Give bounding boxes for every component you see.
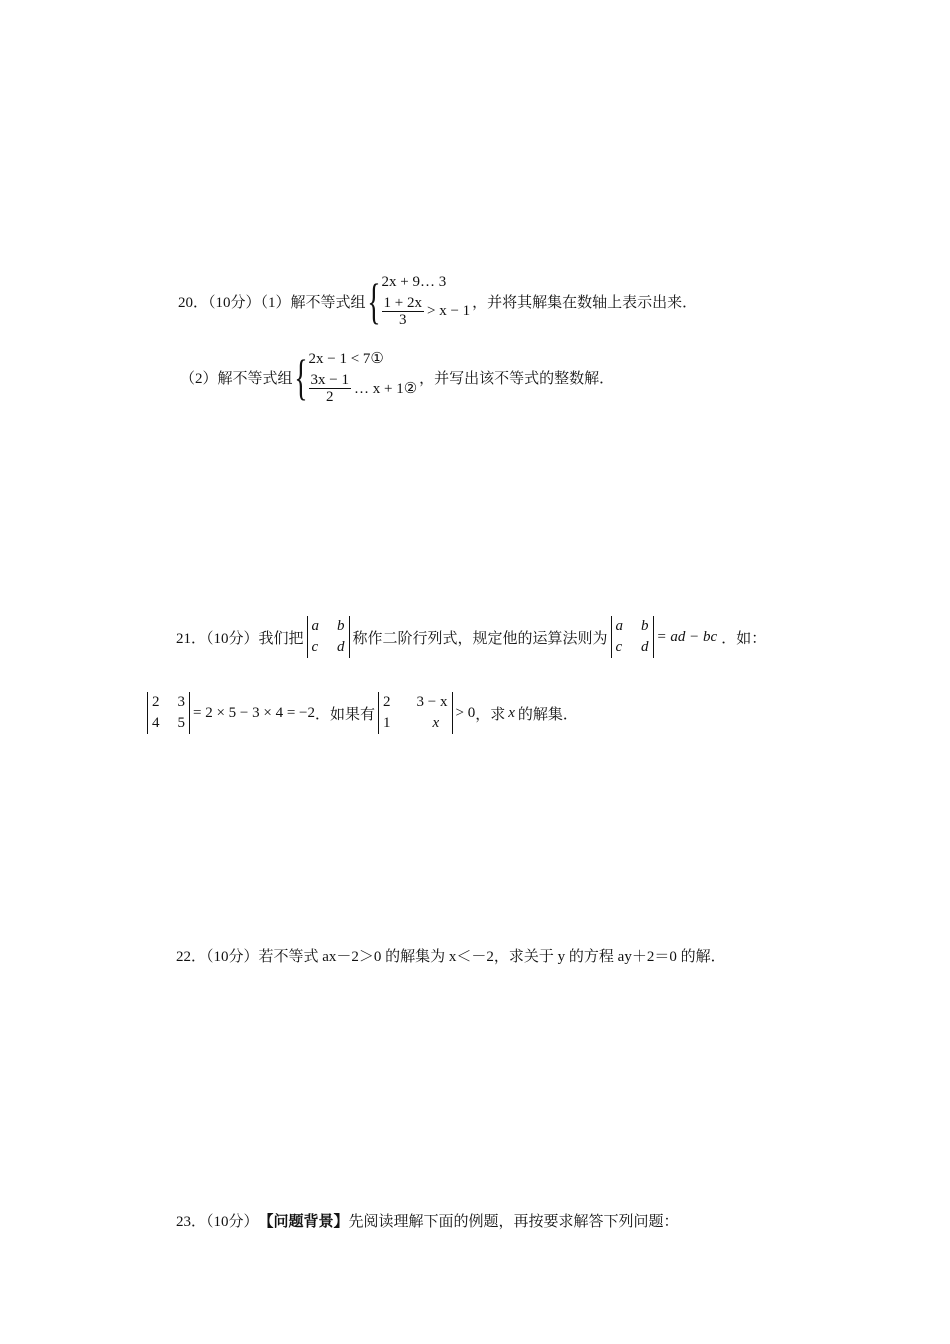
q21-tail: ．如：	[721, 630, 767, 647]
q21-ask: ，求	[475, 706, 506, 723]
sys2-frac-den: 2	[326, 389, 334, 405]
q21-var: x	[508, 704, 515, 721]
det-d: d	[337, 639, 345, 655]
q20-tail2: ，并写出该不等式的整数解．	[419, 370, 615, 387]
cond-c: 1	[383, 715, 391, 731]
q21-cond-label: ．如果有	[315, 706, 376, 723]
q21-mid: 称作二阶行列式，规定他的运算法则为	[352, 630, 608, 647]
q23-text: 先阅读理解下面的例题，再按要求解答下列问题：	[348, 1214, 679, 1230]
ex-c: 4	[152, 715, 160, 731]
sys2-fraction	[309, 372, 351, 406]
sys2-row2-rhs: … x + 1②	[353, 381, 418, 397]
sys1-frac-den: 3	[399, 312, 407, 328]
brace-icon: {	[293, 349, 308, 405]
q21-example-result: = 2 × 5 − 3 × 4 = −2	[193, 704, 316, 721]
q20-part2-label: （2）解不等式组	[180, 370, 293, 387]
rule-b: b	[641, 618, 649, 634]
cond-d: x	[432, 715, 440, 731]
cond-b: 3 − x	[416, 694, 448, 710]
sys1-row1: 2x + 9… 3	[381, 273, 447, 290]
q20-part1	[178, 268, 697, 334]
q23-bracket: 【问题背景】	[258, 1214, 349, 1230]
determinant-condition	[378, 692, 452, 734]
q20-part2	[180, 344, 614, 410]
ex-d: 5	[177, 715, 185, 731]
sys1-fraction	[382, 295, 424, 329]
inequality-system-2	[295, 349, 418, 406]
q21-line1	[176, 612, 766, 662]
q22-text: 22．（10分）若不等式 ax－2＞0 的解集为 x＜－2，求关于 y 的方程 ay＋2＝0 的解．	[176, 949, 726, 965]
cond-a: 2	[383, 694, 391, 710]
rule-d: d	[641, 639, 649, 655]
det-a: a	[311, 618, 320, 634]
rule-c: c	[615, 639, 623, 655]
q21-ask-tail: 的解集．	[517, 706, 578, 723]
sys1-frac-num: 1 + 2x	[383, 294, 422, 311]
sys1-row2-rhs: > x − 1	[426, 303, 471, 319]
q23-label: 23．（10分）	[176, 1214, 259, 1230]
sys1-row2	[382, 295, 471, 329]
det-b: b	[337, 618, 345, 634]
determinant-example	[147, 692, 190, 734]
brace-icon: {	[366, 273, 381, 329]
q21-rule: = ad − bc	[656, 628, 718, 645]
q20-tail1: ，并将其解集在数轴上表示出来．	[472, 294, 698, 311]
q21-label: 21．（10分）我们把	[176, 630, 304, 647]
sys2-row2	[309, 372, 418, 406]
q21-cond-rhs: > 0	[455, 704, 476, 721]
inequality-system-1	[368, 274, 471, 329]
sys2-row1: 2x − 1 < 7①	[308, 350, 384, 367]
ex-a: 2	[152, 694, 160, 710]
ex-b: 3	[177, 694, 185, 710]
rule-a: a	[615, 618, 624, 634]
det-c: c	[311, 639, 319, 655]
determinant-rule	[611, 616, 654, 658]
determinant-abcd	[307, 616, 350, 658]
sys2-frac-num: 3x − 1	[310, 371, 349, 388]
q23-line	[176, 1210, 679, 1231]
q20-label: 20．（10分）（1）解不等式组	[178, 294, 366, 311]
q21-line2	[144, 688, 578, 738]
